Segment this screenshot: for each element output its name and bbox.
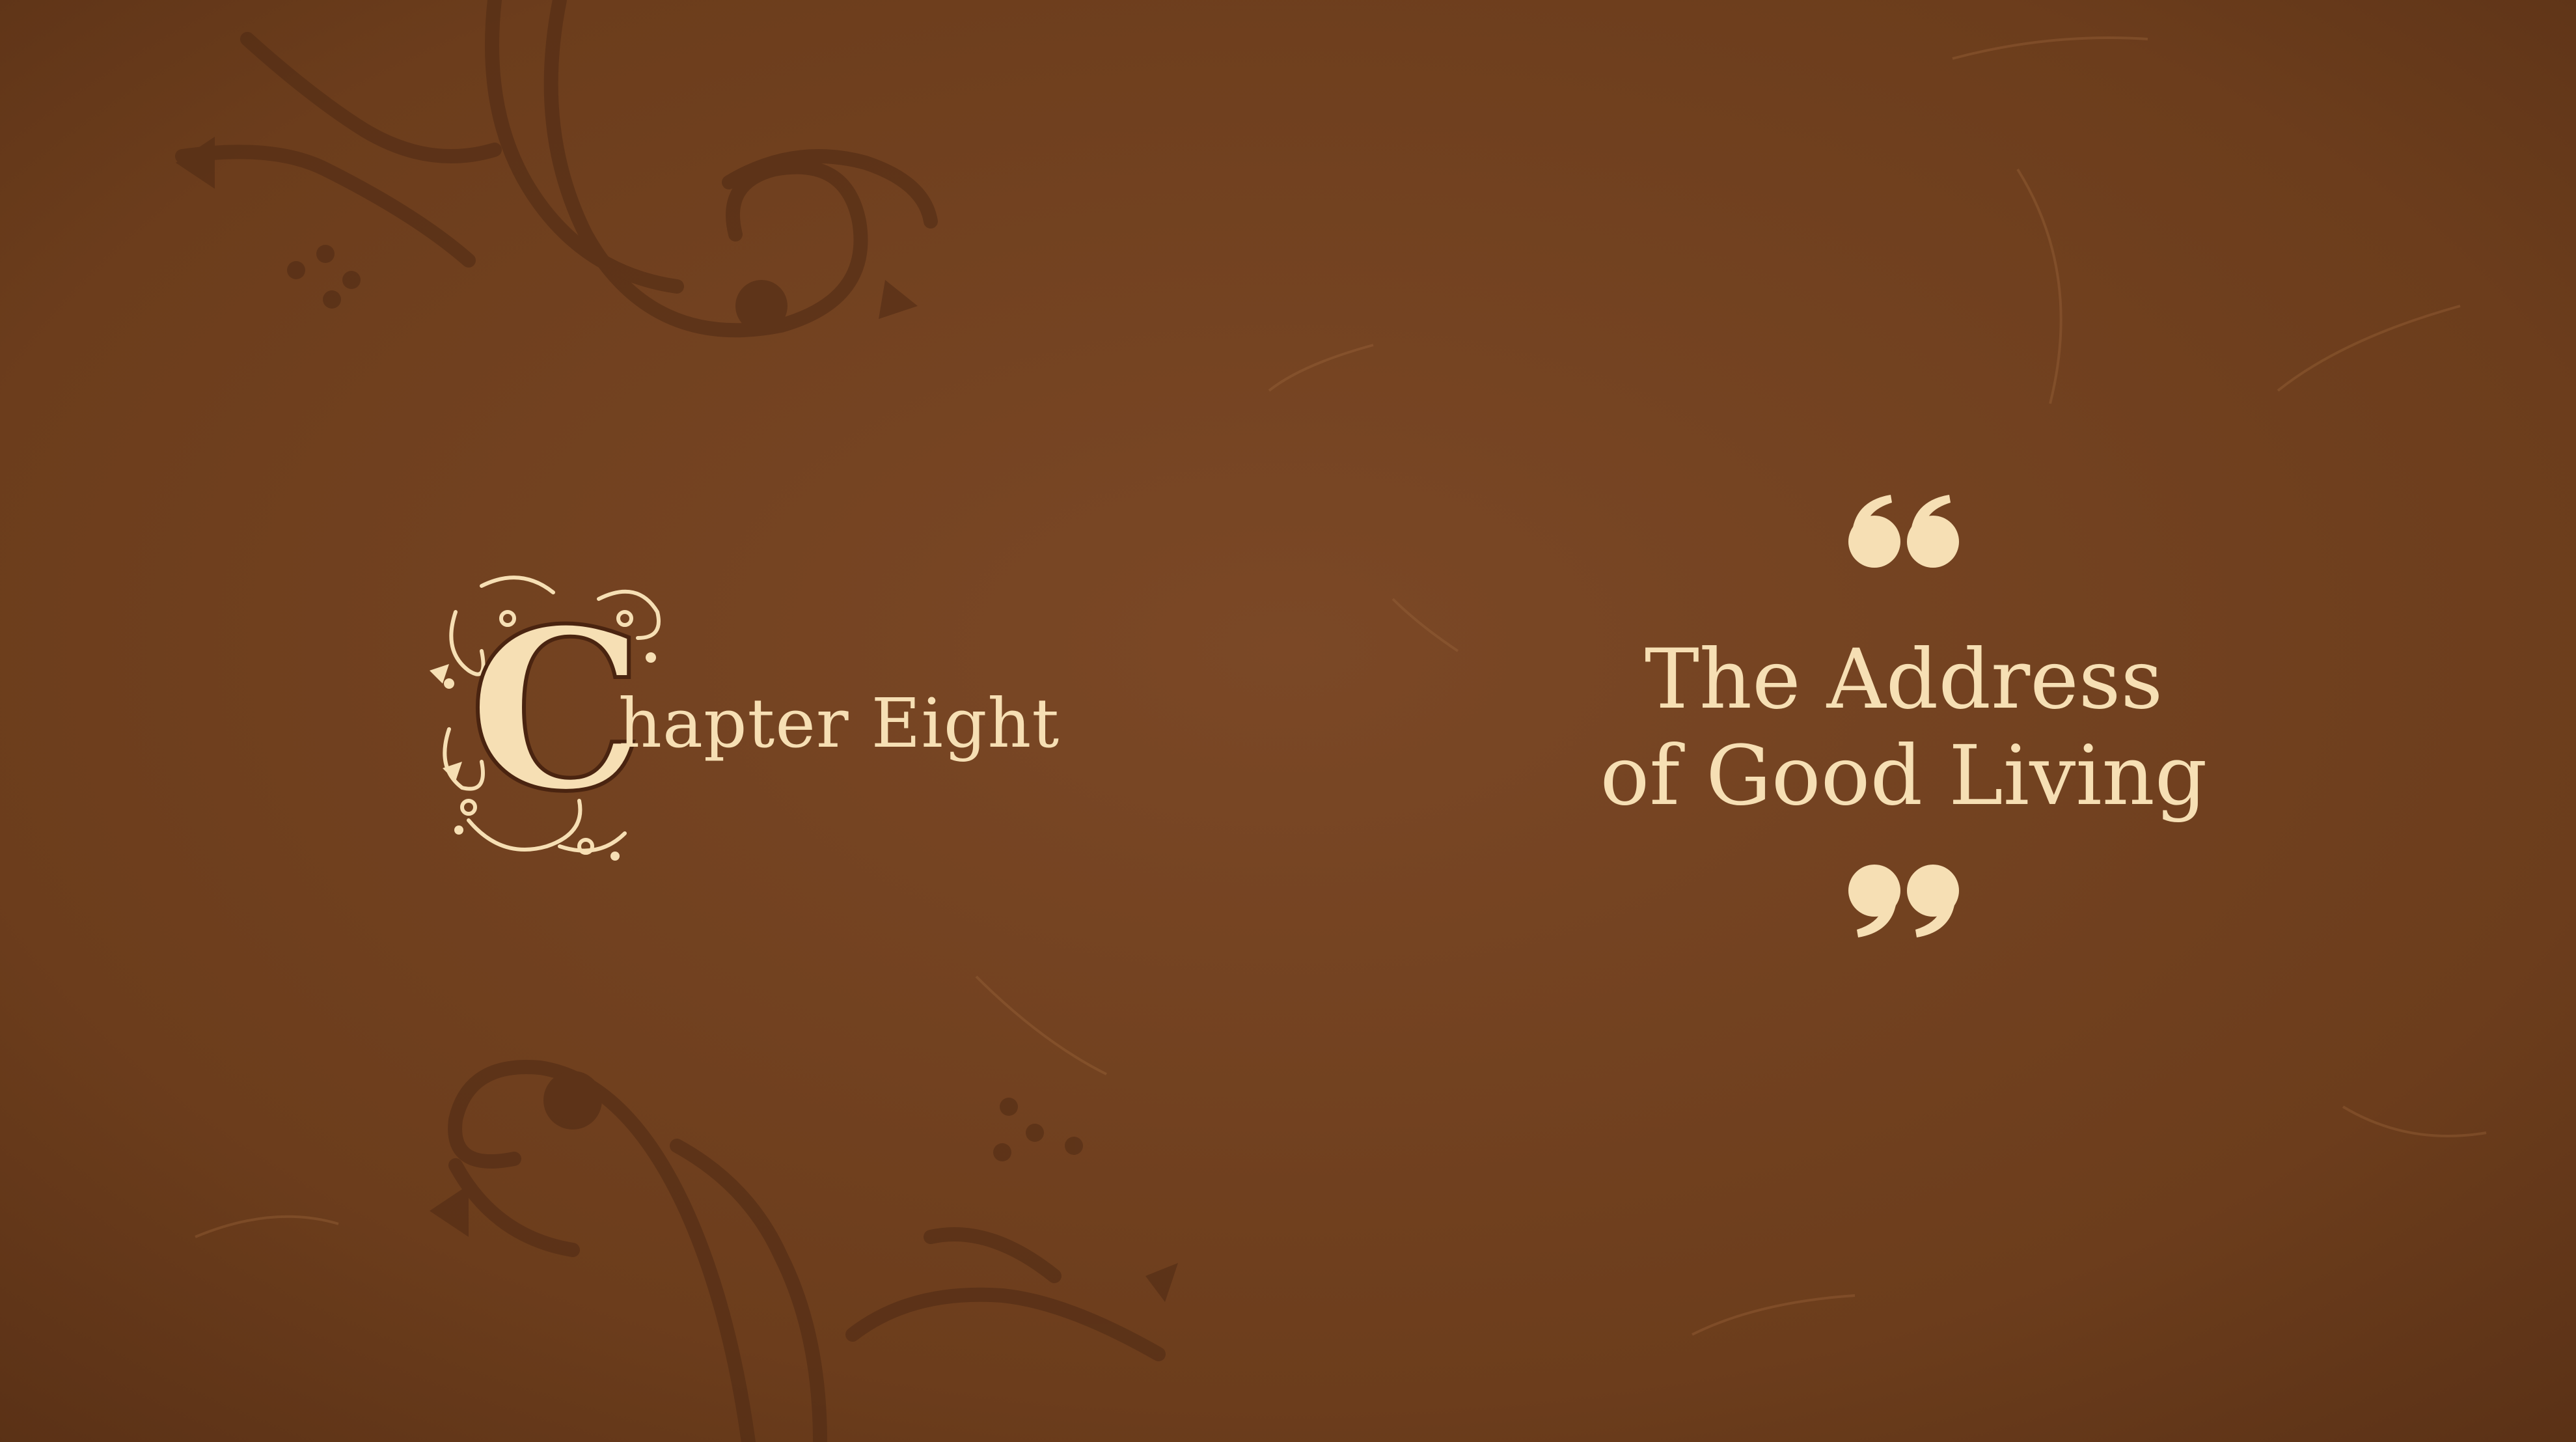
quote-block <box>1562 495 2245 950</box>
quote-line-2: of Good Living <box>1600 728 2208 824</box>
chapter-heading <box>430 573 1080 866</box>
close-quote-icon <box>1839 859 1969 937</box>
quote-text <box>1562 631 2245 824</box>
chapter-title-text: hapter Eight <box>618 684 1060 763</box>
drop-cap-letter: C <box>468 581 645 840</box>
open-quote-icon <box>1839 495 1969 573</box>
quote-line-1: The Address <box>1644 631 2163 727</box>
